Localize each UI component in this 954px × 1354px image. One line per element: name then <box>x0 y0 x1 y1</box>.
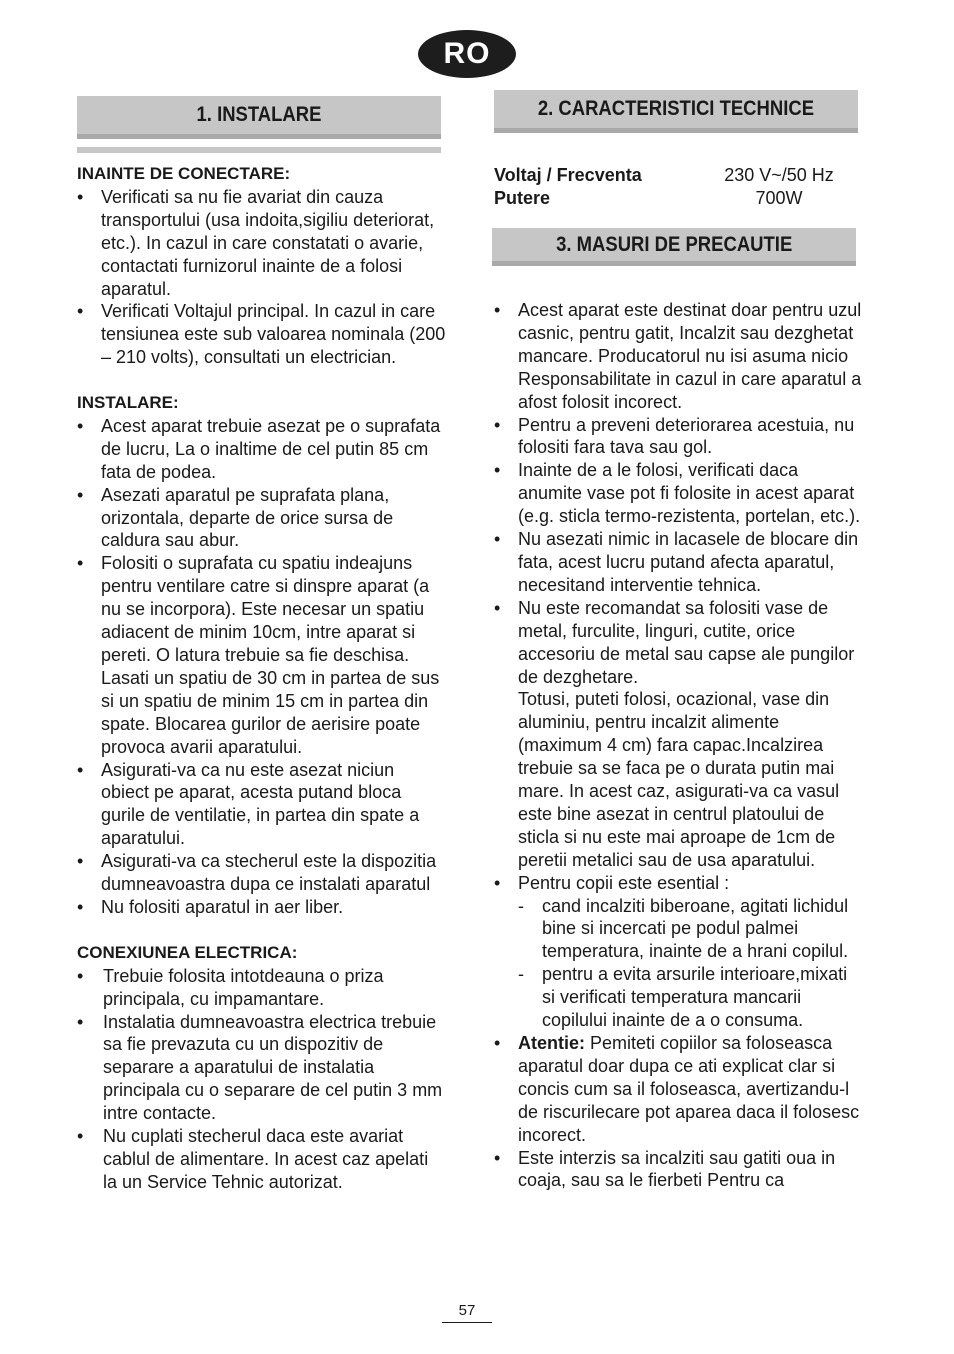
bullet-list <box>494 299 864 1192</box>
spec-row <box>494 187 844 210</box>
list-item: • Nu asezati nimic in lacasele de blocare din fata, acest lucru putand afecta aparatul, necesitand interventie tehnica. <box>494 528 864 597</box>
bullet-list <box>77 415 447 919</box>
spec-value: 700W <box>755 187 803 208</box>
language-badge: RO <box>418 30 516 78</box>
section-title-technical: 2. CARACTERISTICI TECHNICE <box>494 90 858 133</box>
list-item: • Nu folositi aparatul in aer liber. <box>77 896 447 919</box>
list-item: • Verificati Voltajul principal. In cazul in care tensiunea este sub valoarea nominala (200 – 210 volts), consultati un electrician. <box>77 300 447 369</box>
subheading-before-connecting: INAINTE DE CONECTARE: <box>77 164 291 183</box>
dash-list <box>518 895 864 1032</box>
attention-label: Atentie: <box>518 1033 585 1053</box>
section-title-precautions: 3. MASURI DE PRECAUTIE <box>492 228 856 266</box>
list-item: • Folositi o suprafata cu spatiu indeajuns pentru ventilare catre si dinspre aparat (a nu se incorpora). Este necesar un spatiu adiacent de minim 10cm, intre aparat si pereti. O latura trebuie sa fie deschisa. Lasati un spatiu de 30 cm in partea de sus si un spatiu de minim 15 cm in partea din spate. Blocarea gurilor de aerisire poate provoca avarii aparatului. <box>77 552 447 758</box>
page-number-rule <box>442 1322 492 1323</box>
divider <box>77 147 441 153</box>
list-item: • Este interzis sa incalziti sau gatiti oua in coaja, sau sa le fierbeti Pentru ca <box>494 1147 864 1193</box>
list-item: • Asezati aparatul pe suprafata plana, orizontala, departe de orice sursa de caldura sau abur. <box>77 484 447 553</box>
left-column <box>77 163 447 1194</box>
list-item: • Instalatia dumneavoastra electrica trebuie sa fie prevazuta cu un dispozitiv de separare a aparatului de instalatia principala cu o separare de cel putin 3 mm intre contacte. <box>77 1011 447 1126</box>
list-item: • Inainte de a le folosi, verificati daca anumite vase pot fi folosite in acest aparat (e.g. sticla termo-rezistenta, portelan, etc.). <box>494 459 864 528</box>
bullet-list <box>77 186 447 369</box>
metal-note: Totusi, puteti folosi, ocazional, vase din aluminiu, pentru incalzit alimente (maximum 4 cm) fara capac.Incalzirea trebuie sa se faca pe o durata putin mai mare. In acest caz, asigurati-va ca vasul este bine asezat in centrul platoului de sticla si nu este mai aproape de 1cm de peretii metalici sau de usa aparatului. <box>518 689 840 870</box>
attention-text: Pemiteti copiilor sa foloseasca aparatul doar dupa ce ati explicat clar si concis cum sa il foloseasca, avertizandu-l de riscurilecare pot aparea daca il folosesc incorect. <box>518 1033 860 1145</box>
list-item-text: • Nu este recomandat sa folositi vase de metal, furculite, linguri, cutite, orice accesoriu de metal sau capse ale pungilor de dezghetare. <box>518 597 855 687</box>
list-item <box>494 872 864 1032</box>
page-number: 57 <box>458 1302 476 1319</box>
spec-row <box>494 164 844 187</box>
list-item: • Verificati sa nu fie avariat din cauza transportului (usa indoita,sigiliu deteriorat, etc.). In cazul in care constatati o avarie, contactati furnizorul inainte de a folosi aparatul. <box>77 186 447 301</box>
list-item: • Asigurati-va ca nu este asezat niciun obiect pe aparat, acesta putand bloca gurile de ventilatie, in partea din spate a aparatului. <box>77 759 447 851</box>
subheading-electrical: CONEXIUNEA ELECTRICA: <box>77 942 298 962</box>
right-column <box>494 299 864 1192</box>
spec-table <box>494 164 844 209</box>
list-item: • Asigurati-va ca stecherul este la dispozitia dumneavoastra dupa ce instalati aparatul <box>77 850 447 896</box>
dash-item: - pentru a evita arsurile interioare,mixati si verificati temperatura mancarii copilului inainte de a o consuma. <box>518 963 864 1032</box>
children-intro: • Pentru copii este esential : <box>518 872 730 893</box>
bullet-list <box>77 965 447 1194</box>
list-item: • Trebuie folosita intotdeauna o priza principala, cu impamantare. <box>77 965 447 1011</box>
list-item: • Nu cuplati stecherul daca este avariat cablul de alimentare. In acest caz apelati la un Service Tehnic autorizat. <box>77 1125 447 1194</box>
spec-label: Putere <box>494 187 551 208</box>
spec-label: Voltaj / Frecventa <box>494 165 642 185</box>
spec-value: 230 V~/50 Hz <box>724 165 834 185</box>
list-item: • Acest aparat trebuie asezat pe o suprafata de lucru, La o inaltime de cel putin 85 cm fata de podea. <box>77 415 447 484</box>
list-item <box>494 597 864 872</box>
list-item: • Acest aparat este destinat doar pentru uzul casnic, pentru gatit, Incalzit sau dezghetat mancare. Producatorul nu isi asuma nicio Responsabilitate in cazul in care aparatul a afost folosit incorect. <box>494 299 864 414</box>
dash-item: - cand incalziti biberoane, agitati lichidul bine si incercati pe podul palmei temperatura, inainte de a hrani copilul. <box>518 895 864 964</box>
list-item: • Pentru a preveni deteriorarea acestuia, nu folositi fara tava sau gol. <box>494 414 864 460</box>
section-title-instalare: 1. INSTALARE <box>77 96 441 139</box>
subheading-installation: INSTALARE: <box>77 393 179 413</box>
list-item <box>494 1032 864 1147</box>
